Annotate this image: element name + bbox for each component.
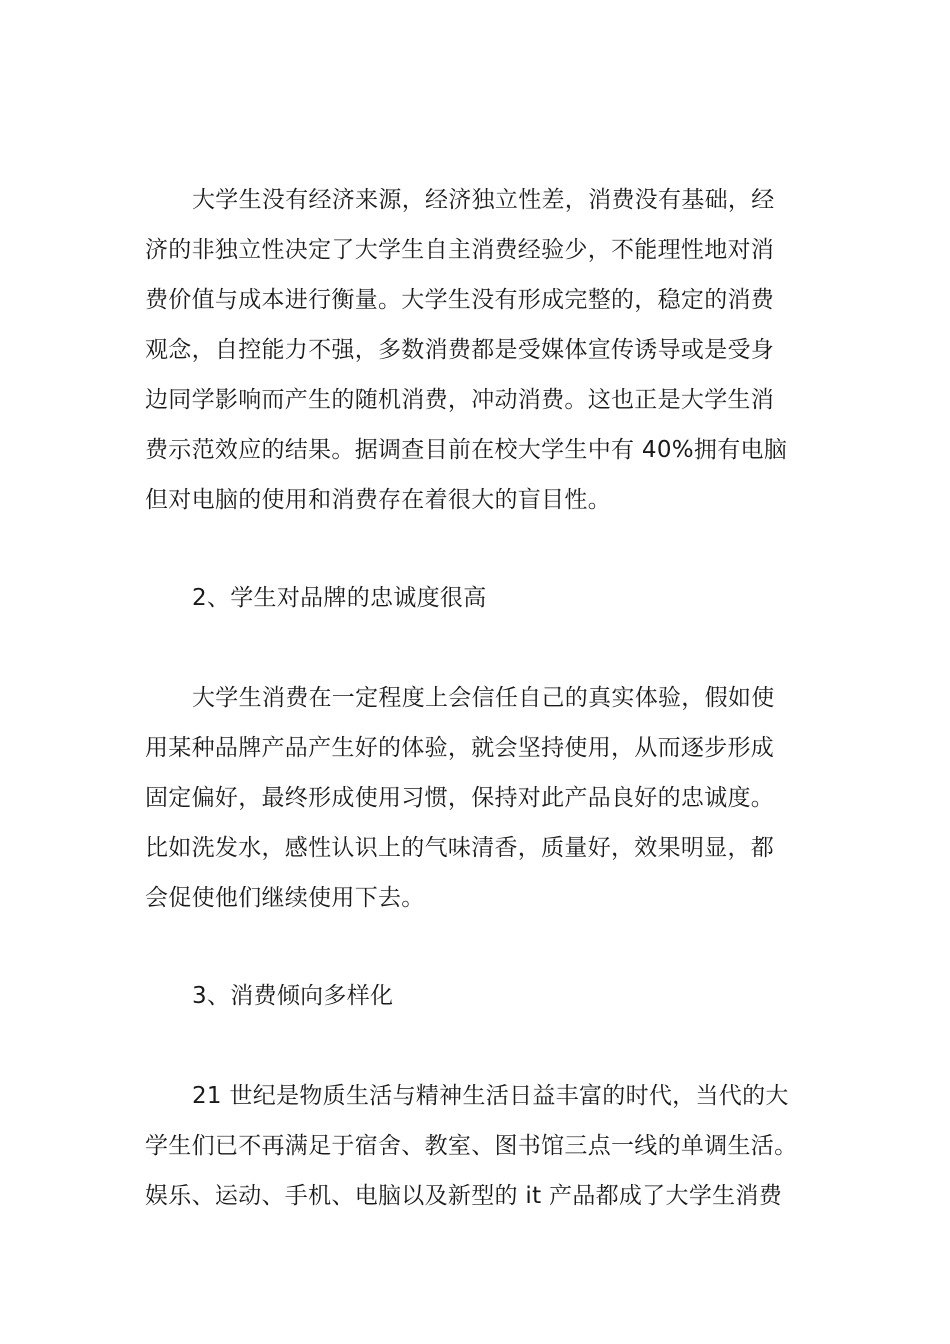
paragraph-line: 娱乐、运动、手机、电脑以及新型的 it 产品都成了大学生消费 <box>145 1183 783 1209</box>
section-heading: 3、消费倾向多样化 <box>192 983 394 1009</box>
paragraph-line: 21 世纪是物质生活与精神生活日益丰富的时代，当代的大 <box>192 1083 789 1109</box>
paragraph-line: 观念，自控能力不强，多数消费都是受媒体宣传诱导或是受身 <box>145 337 775 363</box>
paragraph-line: 但对电脑的使用和消费存在着很大的盲目性。 <box>145 487 611 513</box>
paragraph-line: 大学生没有经济来源，经济独立性差，消费没有基础，经 <box>192 187 775 213</box>
section-heading: 2、学生对品牌的忠诚度很高 <box>192 585 487 611</box>
paragraph-line: 用某种品牌产品产生好的体验，就会坚持使用，从而逐步形成 <box>145 735 775 761</box>
paragraph-line: 大学生消费在一定程度上会信任自己的真实体验，假如使 <box>192 685 775 711</box>
paragraph-line: 学生们已不再满足于宿舍、教室、图书馆三点一线的单调生活。 <box>145 1133 798 1159</box>
paragraph-line: 会促使他们继续使用下去。 <box>145 885 425 911</box>
paragraph-line: 边同学影响而产生的随机消费，冲动消费。这也正是大学生消 <box>145 387 775 413</box>
paragraph-line: 费示范效应的结果。据调查目前在校大学生中有 40%拥有电脑 <box>145 437 788 463</box>
paragraph-line: 比如洗发水，感性认识上的气味清香，质量好，效果明显，都 <box>145 835 775 861</box>
paragraph-line: 济的非独立性决定了大学生自主消费经验少，不能理性地对消 <box>145 237 775 263</box>
paragraph-line: 固定偏好，最终形成使用习惯，保持对此产品良好的忠诚度。 <box>145 785 775 811</box>
paragraph-line: 费价值与成本进行衡量。大学生没有形成完整的，稳定的消费 <box>145 287 775 313</box>
